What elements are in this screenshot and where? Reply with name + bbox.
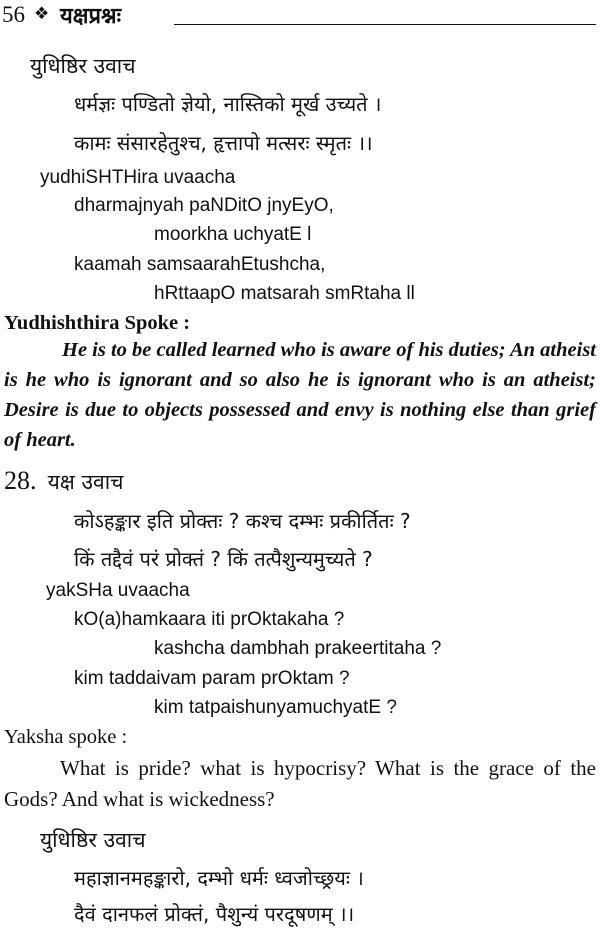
ornament-icon: ❖ <box>34 4 50 24</box>
transliteration-speaker: yakSHa uvaacha <box>46 580 190 601</box>
transliteration-line: kaamah samsaarahEtushcha, <box>74 254 326 275</box>
running-header <box>2 0 598 34</box>
verse-number: 28. <box>4 466 37 495</box>
transliteration-line: moorkha uchyatE l <box>154 224 312 245</box>
transliteration-speaker: yudhiSHTHira uvaacha <box>40 167 236 188</box>
verse-line: किं तद्दैवं परं प्रोक्तं ? किं तत्पैशुन्यमुच्यते ? <box>74 547 373 571</box>
transliteration-line: dharmajnyah paNDitO jnyEyO, <box>74 195 334 216</box>
verse-line: कामः संसारहेतुश्च, हृत्तापो मत्सरः स्मृतः ।। <box>74 131 373 155</box>
verse-line: धर्मज्ञः पण्डितो ज्ञेयो, नास्तिको मूर्ख उच्यते । <box>74 92 382 116</box>
speaker-heading: युधिष्ठिर उवाच <box>40 828 146 852</box>
translation-paragraph: He is to be called learned who is aware of his duties; An atheist is he who is ignorant and so also he is ignorant who is an atheist; Desire is due to objects possessed and envy is nothing else than grief of heart. <box>4 339 596 451</box>
transliteration-line: kashcha dambhah prakeertitaha ? <box>154 638 442 659</box>
translation-paragraph: What is pride? what is hypocrisy? What is the grace of the Gods? And what is wickedness? <box>4 756 596 811</box>
verse-line: महाज्ञानमहङ्कारो, दम्भो धर्मः ध्वजोच्छ्रयः । <box>74 866 364 890</box>
transliteration-line: kim tatpaishunyamuchyatE ? <box>154 697 397 718</box>
verse-line: कोऽहङ्कार इति प्रोक्तः ? कश्च दम्भः प्रकीर्तितः ? <box>74 509 411 533</box>
translation-heading: Yudhishthira Spoke : <box>4 312 191 334</box>
transliteration-line: kO(a)hamkaara iti prOktakaha ? <box>74 609 345 630</box>
verse-number-heading <box>4 466 123 496</box>
header-rule <box>174 24 596 25</box>
transliteration-line: hRttaapO matsarah smRtaha ll <box>154 283 415 304</box>
speaker-heading: यक्ष उवाच <box>47 470 124 494</box>
speaker-heading: युधिष्ठिर उवाच <box>30 54 136 78</box>
translation-heading: Yaksha spoke : <box>4 726 128 748</box>
book-title: यक्षप्रश्नः <box>60 4 122 29</box>
verse-line: दैवं दानफलं प्रोक्तं, पैशुन्यं परदूषणम् ।। <box>74 902 355 926</box>
transliteration-line: kim taddaivam param prOktam ? <box>74 668 350 689</box>
page-number: 56 <box>2 2 25 27</box>
